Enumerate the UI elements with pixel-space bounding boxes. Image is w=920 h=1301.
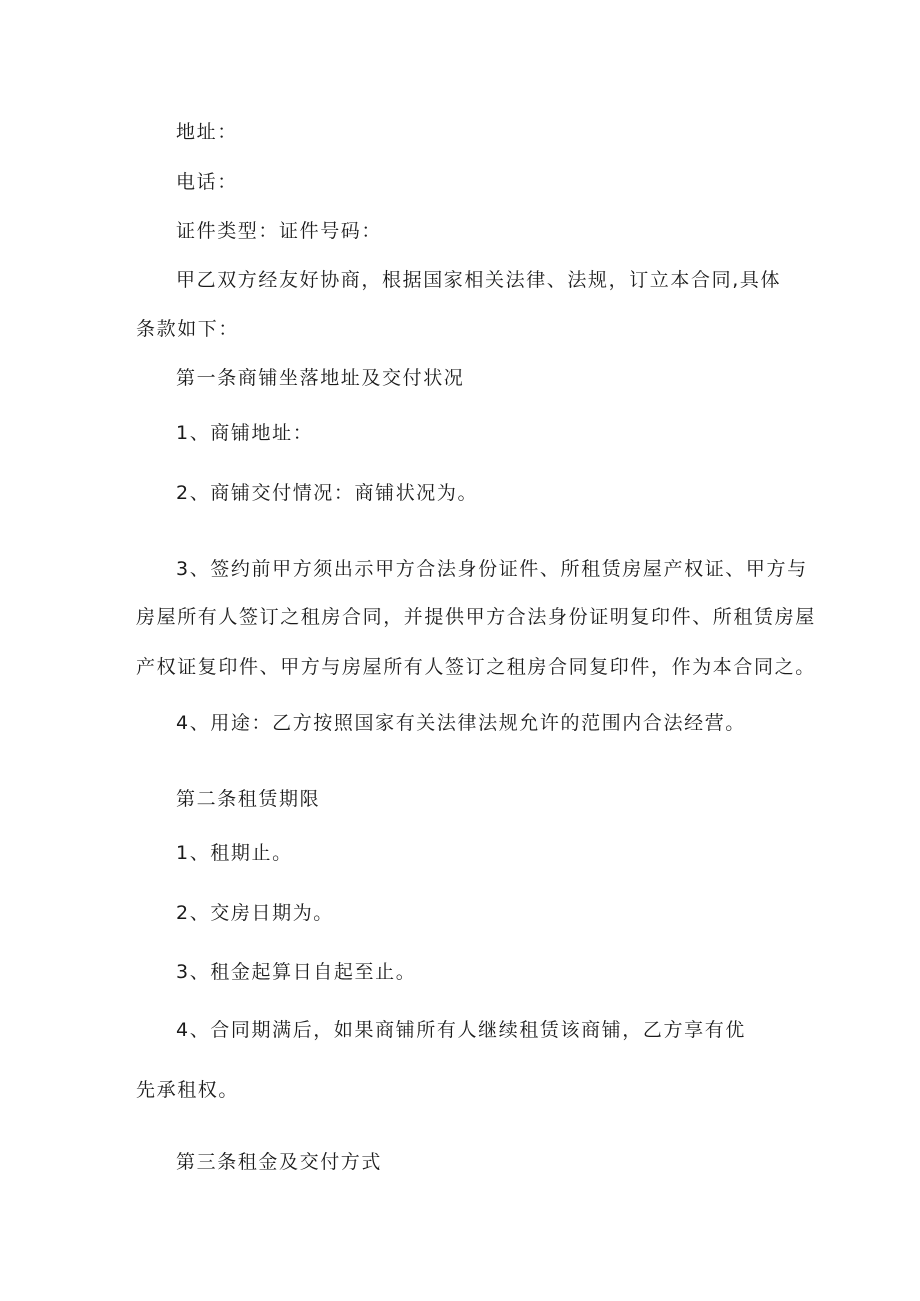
id-type-label: 证件类型：证件号码： <box>176 220 383 242</box>
article-3-heading: 第三条租金及交付方式 <box>176 1151 383 1173</box>
article-1-item-3-line-2: 房屋所有人签订之租房合同，并提供甲方合法身份证明复印件、所租赁房屋 <box>136 606 816 628</box>
article-2-item-4-line-2: 先承租权。 <box>136 1079 240 1101</box>
article-1-item-1: 1、商铺地址： <box>176 422 314 444</box>
article-1-item-4: 4、用途：乙方按照国家有关法律法规允许的范围内合法经营。 <box>176 712 746 734</box>
intro-paragraph-line-2: 条款如下： <box>136 318 240 340</box>
article-2-item-1: 1、租期止。 <box>176 842 293 864</box>
article-2-heading: 第二条租赁期限 <box>176 788 321 810</box>
article-1-item-2: 2、商铺交付情况：商铺状况为。 <box>176 482 479 504</box>
address-label: 地址： <box>176 121 238 143</box>
article-2-item-3: 3、租金起算日自起至止。 <box>176 961 417 983</box>
intro-paragraph-line-1: 甲乙双方经友好协商，根据国家相关法律、法规，订立本合同,具体 <box>176 269 782 291</box>
phone-label: 电话： <box>176 171 238 193</box>
article-2-item-4-line-1: 4、合同期满后，如果商铺所有人继续租赁该商铺，乙方享有优 <box>176 1019 746 1041</box>
article-1-item-3-line-1: 3、签约前甲方须出示甲方合法身份证件、所租赁房屋产权证、甲方与 <box>176 558 808 580</box>
article-1-heading: 第一条商铺坐落地址及交付状况 <box>176 367 465 389</box>
article-1-item-3-line-3: 产权证复印件、甲方与房屋所有人签订之租房合同复印件，作为本合同之。 <box>136 656 816 678</box>
article-2-item-2: 2、交房日期为。 <box>176 902 334 924</box>
